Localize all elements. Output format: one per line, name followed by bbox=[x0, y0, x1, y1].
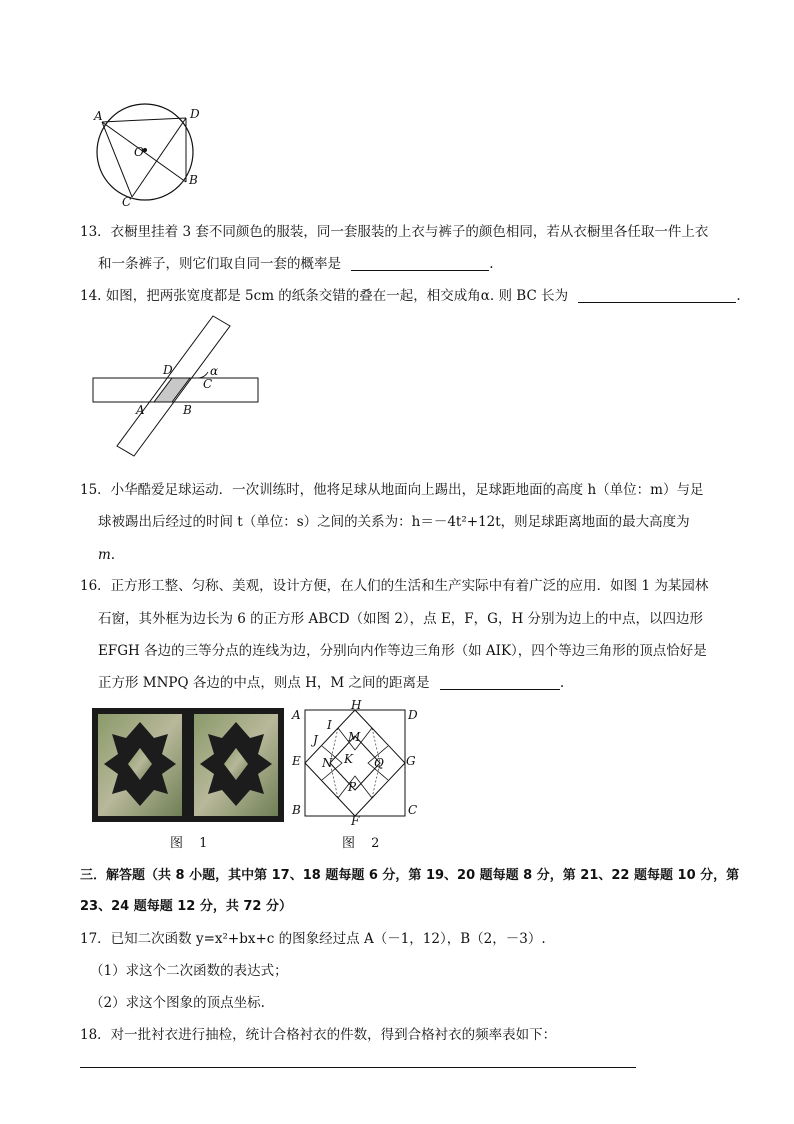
fig2-caption: 图 2 bbox=[342, 836, 386, 851]
q16-line4-end: . bbox=[559, 675, 565, 691]
sq-label-n: N bbox=[322, 756, 333, 770]
stone-window-photo bbox=[92, 708, 284, 822]
q13-line1: 13．衣橱里挂着 3 套不同颜色的服装，同一套服装的上衣与裤子的颜色相同，若从衣橱里各任取一件上衣 bbox=[80, 224, 709, 240]
q14-line1-text: 14. 如图，把两张宽度都是 5cm 的纸条交错的叠在一起，相交成角α. 则 BC 长为 bbox=[80, 288, 569, 304]
q14-line1-end: . bbox=[736, 288, 741, 304]
q16-line3: EFGH 各边的三等分点的连线为边，分别向内作等边三角形（如 AIK），四个等边三角形的顶点恰好是 bbox=[98, 643, 707, 659]
sq-label-a: A bbox=[292, 708, 301, 722]
strip-label-b: B bbox=[183, 403, 192, 417]
label-b: B bbox=[189, 173, 198, 187]
strip-label-alpha: α bbox=[210, 364, 219, 378]
label-a: A bbox=[94, 109, 103, 123]
q13-line2-end: . bbox=[489, 256, 494, 272]
sq-label-m: M bbox=[348, 730, 361, 744]
sq-label-d: D bbox=[408, 708, 418, 722]
q18-line1: 18．对一批衬衣进行抽检，统计合格衬衣的件数，得到合格衬衣的频率表如下： bbox=[80, 1027, 557, 1043]
q16-line2: 石窗，其外框为边长为 6 的正方形 ABCD（如图 2），点 E，F，G，H 分别为边上的中点，以四边形 bbox=[98, 611, 704, 627]
strip-label-c: C bbox=[203, 377, 213, 391]
sq-label-g: G bbox=[406, 754, 416, 768]
label-o: O bbox=[134, 145, 144, 159]
sq-label-b: B bbox=[292, 803, 301, 817]
q15-line1: 15．小华酷爱足球运动．一次训练时，他将足球从地面向上踢出，足球距地面的高度 h（单位：m）与足 bbox=[80, 482, 704, 498]
strip-label-d: D bbox=[163, 363, 173, 377]
q17-sub2: （2）求这个图象的顶点坐标. bbox=[90, 995, 265, 1011]
q16-line1: 16．正方形工整、匀称、美观，设计方便，在人们的生活和生产实际中有着广泛的应用．如图 1 为某园林 bbox=[80, 578, 709, 594]
q16-answer-blank[interactable] bbox=[440, 675, 560, 690]
sq-label-h: H bbox=[351, 698, 362, 712]
q15-line2: 球被踢出后经过的时间 t（单位：s）之间的关系为：h＝－4t²+12t，则足球距离地面的最大高度为 bbox=[98, 514, 690, 530]
sq-label-i: I bbox=[327, 718, 332, 732]
label-c: C bbox=[122, 195, 132, 209]
q17-line1: 17．已知二次函数 y=x²+bx+c 的图象经过点 A（－1，12），B（2，－3）. bbox=[80, 931, 546, 947]
q14-line1 bbox=[80, 286, 741, 306]
fig1-caption: 图 1 bbox=[170, 836, 214, 851]
section3-header-line2: 23、24 题每题 12 分，共 72 分） bbox=[80, 899, 292, 914]
sq-label-p: P bbox=[348, 780, 357, 794]
sq-label-k: K bbox=[344, 752, 353, 766]
footer-rule bbox=[80, 1067, 636, 1068]
strip-label-a: A bbox=[136, 403, 145, 417]
q17-sub1: （1）求这个二次函数的表达式； bbox=[90, 963, 288, 979]
sq-label-j: J bbox=[313, 733, 318, 747]
sq-label-f: F bbox=[351, 814, 360, 828]
q13-line2 bbox=[98, 254, 494, 274]
sq-label-q: Q bbox=[374, 756, 384, 770]
q15-line3: m. bbox=[98, 547, 116, 563]
q14-answer-blank[interactable] bbox=[578, 288, 736, 303]
sq-label-e: E bbox=[292, 754, 301, 768]
paper-strips-figure bbox=[88, 312, 268, 460]
section3-header-line1: 三．解答题（共 8 小题，其中第 17、18 题每题 6 分，第 19、20 题每题 8 分，第 21、22 题每题 10 分，第 bbox=[80, 868, 740, 883]
q16-line4 bbox=[98, 673, 564, 693]
sq-label-c: C bbox=[408, 803, 418, 817]
q13-answer-blank[interactable] bbox=[351, 256, 489, 271]
label-d: D bbox=[190, 107, 200, 121]
q16-line4-text: 正方形 MNPQ 各边的中点，则点 H，M 之间的距离是 bbox=[98, 675, 430, 691]
q13-line2-text: 和一条裤子，则它们取自同一套的概率是 bbox=[98, 256, 341, 272]
